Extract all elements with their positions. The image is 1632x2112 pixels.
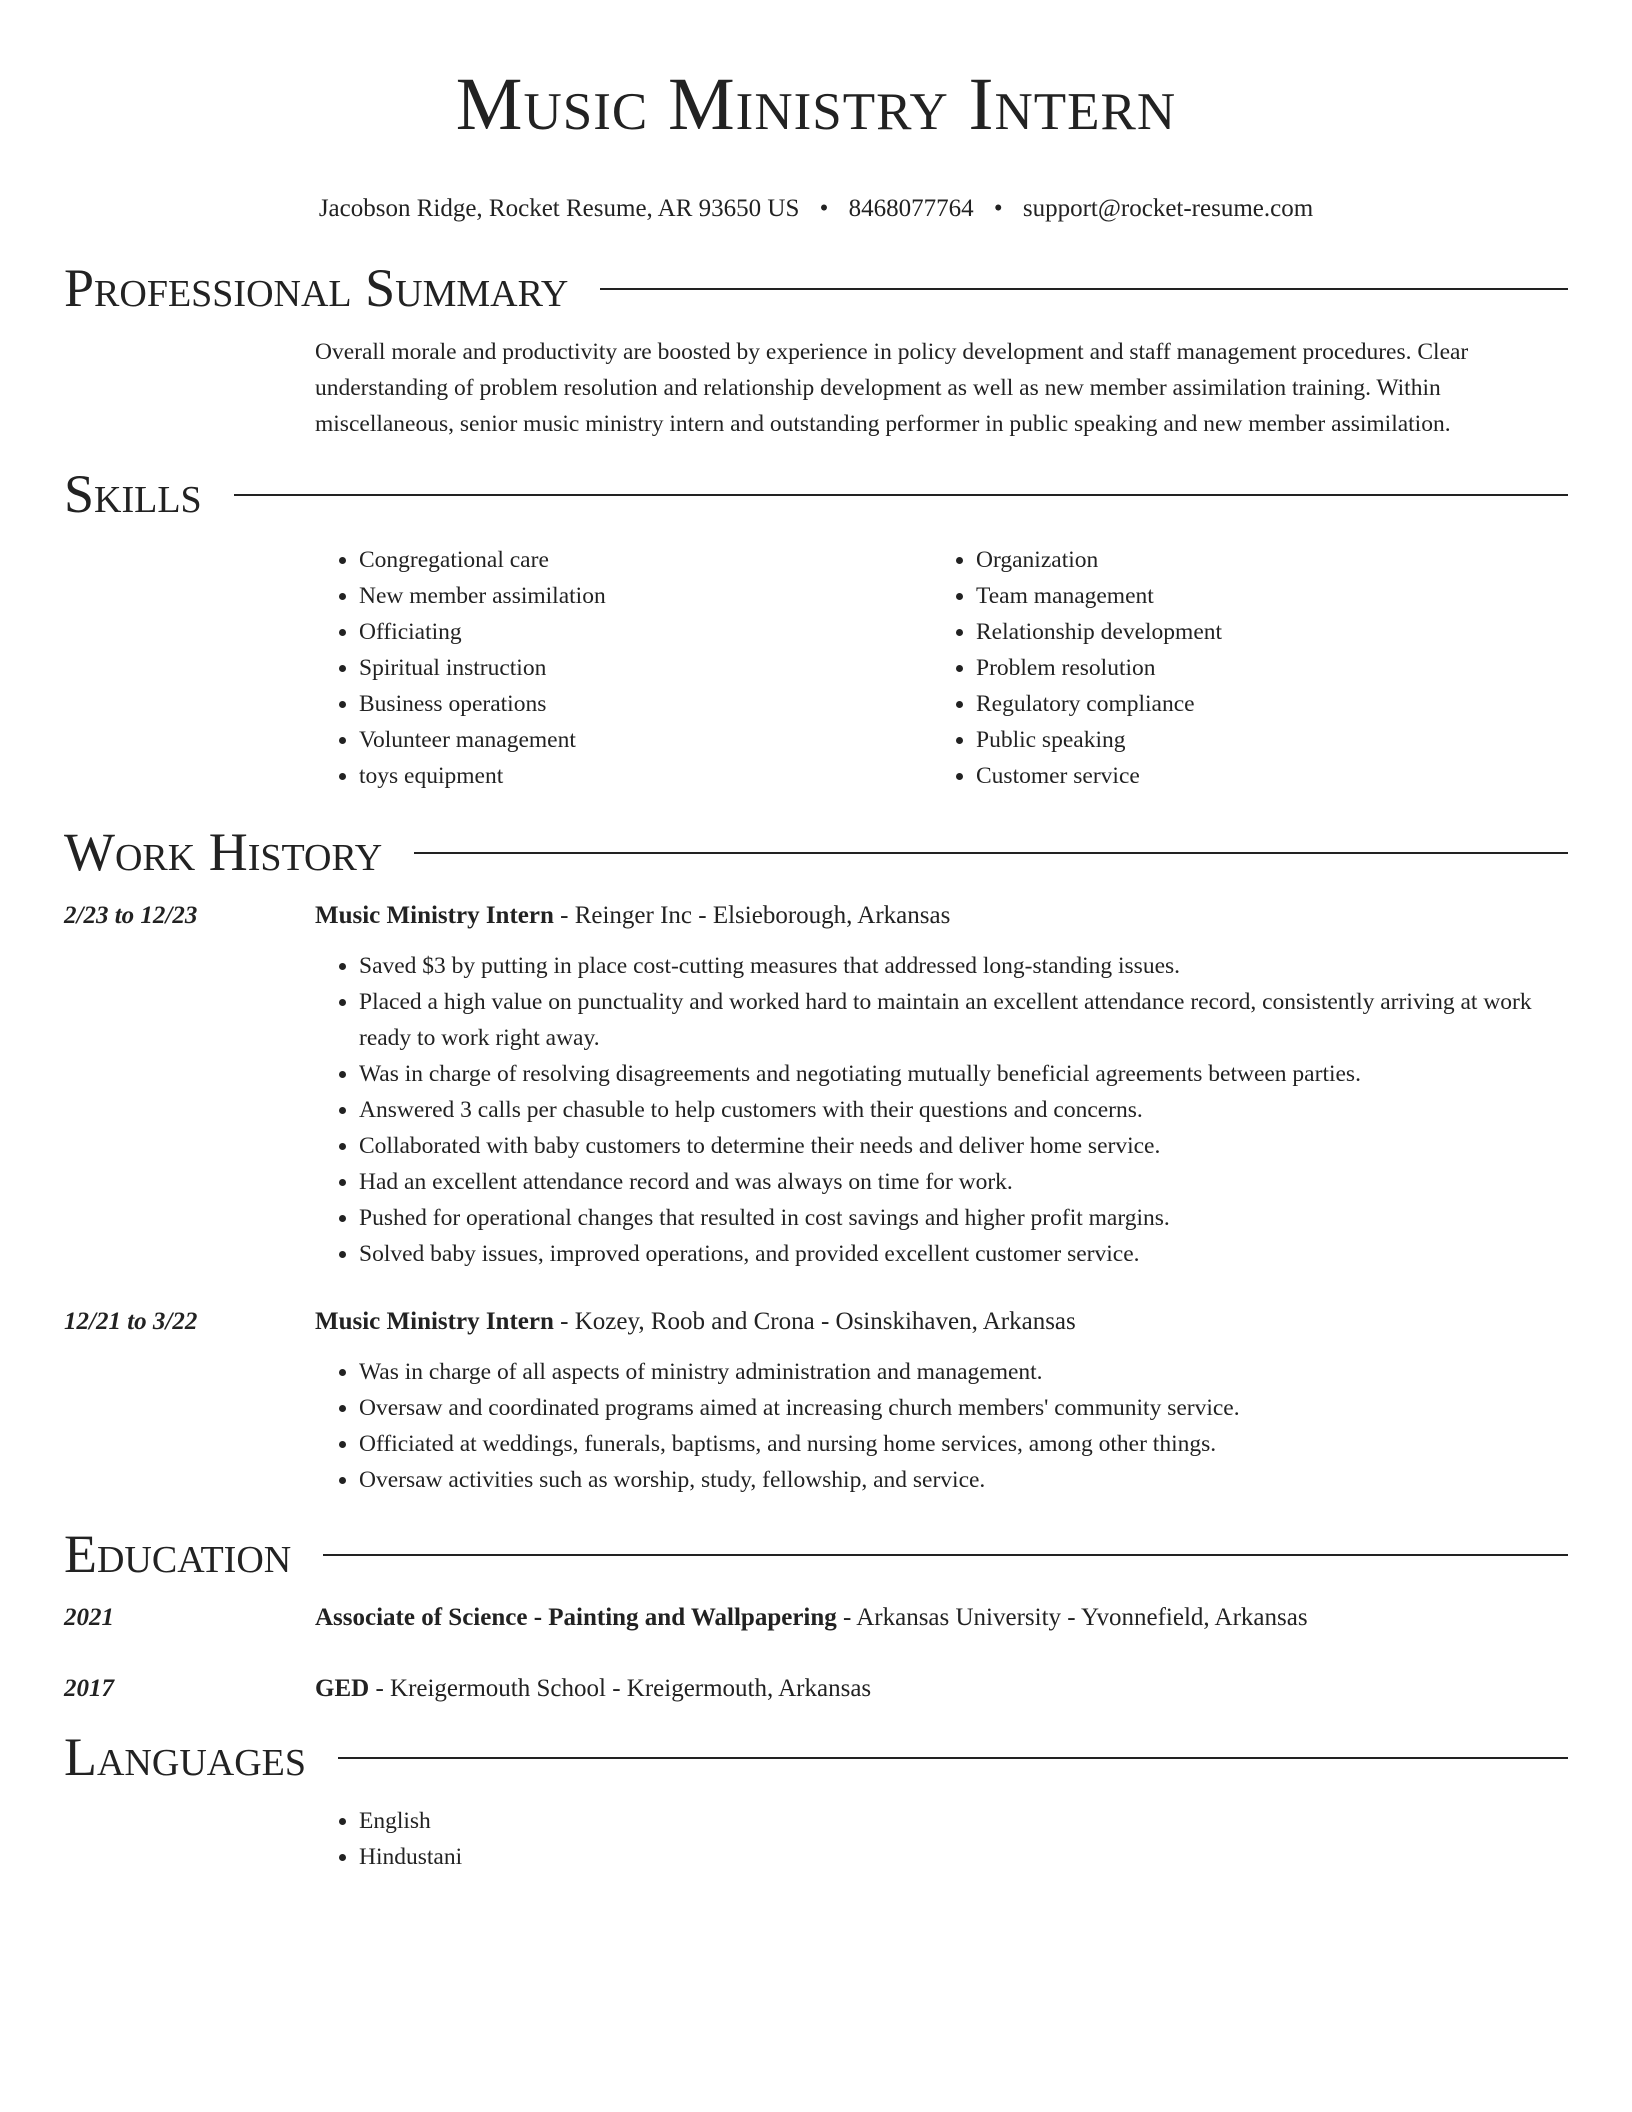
contact-address: Jacobson Ridge, Rocket Resume, AR 93650 US (318, 195, 800, 222)
job-duty: • Placed a high value on punctuality and worked hard to maintain an excellent attendance record, consistently arriving at work ready to work right away. (359, 984, 1568, 1056)
summary-section-header (64, 256, 1568, 320)
job-duties (315, 1354, 1568, 1498)
job-title: Music Ministry Intern (315, 1308, 554, 1335)
education-school: - Arkansas University - Yvonnefield, Arkansas (836, 1604, 1308, 1631)
education-heading (315, 1600, 1308, 1636)
education-entry (64, 1671, 1568, 1707)
education-entry (64, 1600, 1568, 1636)
contact-separator: • (993, 195, 1003, 222)
job-entry (64, 1304, 1568, 1498)
section-divider (338, 1757, 1568, 1759)
skills-column-right (932, 542, 1549, 794)
education-section-title: Education (64, 1524, 292, 1584)
skill-item: • Customer service (976, 758, 1549, 794)
job-duty: • Answered 3 calls per chasuble to help customers with their questions and concerns. (359, 1092, 1568, 1128)
job-duty: • Was in charge of all aspects of ministry administration and management. (359, 1354, 1568, 1390)
job-duty: • Officiated at weddings, funerals, baptisms, and nursing home services, among other things. (359, 1426, 1568, 1462)
job-heading (315, 898, 950, 934)
job-duties (315, 948, 1568, 1272)
skill-item: • Team management (976, 578, 1549, 614)
job-duty: • Saved $3 by putting in place cost-cutting measures that addressed long-standing issues. (359, 948, 1568, 984)
education-degree: Associate of Science - Painting and Wallpapering (315, 1604, 837, 1631)
contact-email: support@rocket-resume.com (1022, 195, 1314, 222)
languages-section-header (64, 1725, 1568, 1789)
skill-item: • toys equipment (359, 758, 932, 794)
skill-item: • Regulatory compliance (976, 686, 1549, 722)
skill-item: • Spiritual instruction (359, 650, 932, 686)
job-duty: • Pushed for operational changes that resulted in cost savings and higher profit margins. (359, 1200, 1568, 1236)
skills-section-title: Skills (64, 464, 202, 524)
skill-item: • Relationship development (976, 614, 1549, 650)
skill-item: • Business operations (359, 686, 932, 722)
section-divider (600, 288, 1568, 290)
job-entry (64, 898, 1568, 1272)
work-section-title: Work History (64, 822, 383, 882)
education-heading (315, 1671, 871, 1707)
skill-item: • Problem resolution (976, 650, 1549, 686)
skills-section-header (64, 462, 1568, 526)
job-employer: - Kozey, Roob and Crona - Osinskihaven, Arkansas (553, 1308, 1076, 1335)
section-divider (234, 494, 1568, 496)
job-title: Music Ministry Intern (315, 902, 554, 929)
skill-item: • Public speaking (976, 722, 1549, 758)
education-degree: GED (315, 1675, 370, 1702)
job-dates: 12/21 to 3/22 (64, 1308, 198, 1335)
language-item: • English (359, 1803, 1568, 1839)
languages-section-title: Languages (64, 1727, 306, 1787)
contact-line (64, 192, 1568, 226)
languages-list (315, 1803, 1568, 1875)
skill-item: • Congregational care (359, 542, 932, 578)
job-duty: • Solved baby issues, improved operations, and provided excellent customer service. (359, 1236, 1568, 1272)
education-section-header (64, 1522, 1568, 1586)
work-section-header (64, 820, 1568, 884)
skill-item: • Volunteer management (359, 722, 932, 758)
job-employer: - Reinger Inc - Elsieborough, Arkansas (553, 902, 951, 929)
skills-list (315, 542, 1568, 794)
job-duty: • Oversaw activities such as worship, study, fellowship, and service. (359, 1462, 1568, 1498)
job-duty: • Had an excellent attendance record and was always on time for work. (359, 1164, 1568, 1200)
job-duty: • Oversaw and coordinated programs aimed at increasing church members' community service. (359, 1390, 1568, 1426)
section-divider (323, 1554, 1568, 1556)
education-year: 2017 (64, 1675, 114, 1702)
job-duty: • Was in charge of resolving disagreements and negotiating mutually beneficial agreements between parties. (359, 1056, 1568, 1092)
section-divider (414, 852, 1568, 854)
contact-phone: 8468077764 (848, 195, 974, 222)
contact-separator: • (819, 195, 829, 222)
education-school: - Kreigermouth School - Kreigermouth, Arkansas (369, 1675, 872, 1702)
skill-item: • New member assimilation (359, 578, 932, 614)
summary-section-title: Professional Summary (64, 258, 569, 318)
education-year: 2021 (64, 1604, 114, 1631)
job-duty: • Collaborated with baby customers to determine their needs and deliver home service. (359, 1128, 1568, 1164)
resume-name: Music Ministry Intern (455, 63, 1177, 146)
skills-column-left (315, 542, 932, 794)
skill-item: • Organization (976, 542, 1549, 578)
job-heading (315, 1304, 1076, 1340)
summary-text: Overall morale and productivity are boosted by experience in policy development and staff management procedures. Clear understanding of problem resolution and relationship development as well as new member assimilation training. Within miscellaneous, senior music ministry intern and outstanding performer in public speaking and new member assimilation. (315, 339, 1469, 437)
job-dates: 2/23 to 12/23 (64, 902, 198, 929)
skill-item: • Officiating (359, 614, 932, 650)
language-item: • Hindustani (359, 1839, 1568, 1875)
summary-section-body (315, 334, 1568, 442)
